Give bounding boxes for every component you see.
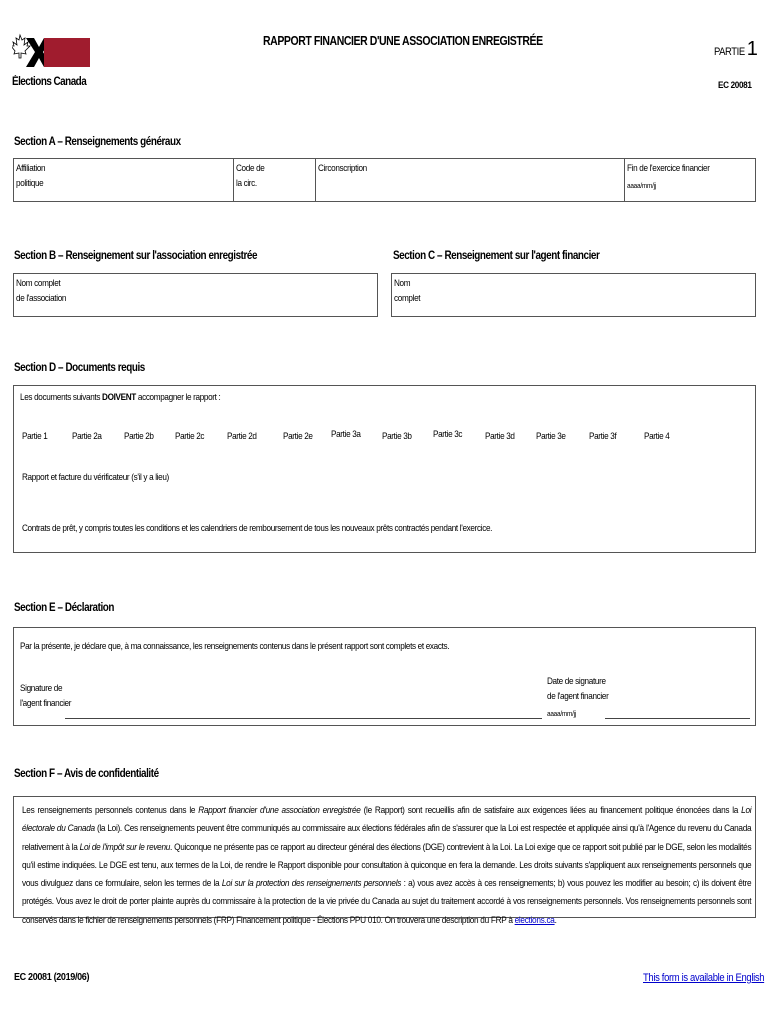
doc-part-3e[interactable]: Partie 3e bbox=[536, 431, 566, 442]
label-line: Nom bbox=[394, 278, 411, 289]
doc-part-3f[interactable]: Partie 3f bbox=[589, 431, 617, 442]
divider bbox=[233, 159, 234, 201]
elections-canada-logo bbox=[12, 33, 92, 87]
intro-suffix: accompagner le rapport : bbox=[137, 392, 221, 403]
text-run-italic: Rapport financier d'une association enregistrée bbox=[198, 805, 361, 816]
code-label: Code de bbox=[236, 163, 265, 174]
partie-label: PARTIE bbox=[714, 46, 745, 58]
doc-part-2a[interactable]: Partie 2a bbox=[72, 431, 102, 442]
logo-mark-icon bbox=[12, 33, 92, 73]
doc-part-2b[interactable]: Partie 2b bbox=[124, 431, 154, 442]
label-line: Nom complet bbox=[16, 278, 61, 289]
doc-part-3a[interactable]: Partie 3a bbox=[331, 429, 361, 440]
section-a-table bbox=[13, 158, 756, 202]
declaration-statement: Par la présente, je déclare que, à ma connaissance, les renseignements contenus dans le présent rapport sont complets et exacts. bbox=[20, 641, 450, 652]
divider bbox=[315, 159, 316, 201]
footer-form-code: EC 20081 (2019/06) bbox=[14, 971, 90, 983]
doc-part-3d[interactable]: Partie 3d bbox=[485, 431, 515, 442]
section-f-title: Section F – Avis de confidentialité bbox=[14, 768, 159, 780]
doc-part-1[interactable]: Partie 1 bbox=[22, 431, 48, 442]
association-name-label bbox=[16, 276, 66, 306]
doc-part-2d[interactable]: Partie 2d bbox=[227, 431, 257, 442]
label-line: Signature de bbox=[20, 683, 63, 694]
code-label-2: la circ. bbox=[236, 178, 257, 189]
affiliation-label-2: politique bbox=[16, 178, 44, 189]
doc-part-2e[interactable]: Partie 2e bbox=[283, 431, 313, 442]
partie-indicator bbox=[714, 38, 758, 61]
form-code: EC 20081 bbox=[718, 80, 752, 91]
elections-ca-link[interactable]: elections.ca bbox=[514, 914, 555, 926]
required-documents-box bbox=[13, 385, 756, 553]
affiliation-label: Affiliation bbox=[16, 163, 46, 174]
circonscription-label: Circonscription bbox=[318, 163, 367, 174]
affiliation-field[interactable] bbox=[16, 161, 197, 199]
logo-wordmark: Élections Canada bbox=[12, 76, 87, 88]
section-b-title: Section B – Renseignement sur l'association enregistrée bbox=[14, 250, 258, 262]
section-c-title: Section C – Renseignement sur l'agent financier bbox=[393, 250, 600, 262]
label-line: de l'agent financier bbox=[547, 691, 609, 702]
text-run: Les renseignements personnels contenus dans le bbox=[22, 805, 199, 816]
signature-label bbox=[20, 681, 71, 711]
date-signature-label bbox=[547, 674, 608, 704]
privacy-notice-box bbox=[13, 796, 756, 926]
privacy-notice-text bbox=[22, 802, 751, 930]
documents-intro bbox=[20, 390, 220, 405]
text-run-italic: Loi sur la protection des renseignements personnels bbox=[221, 878, 402, 890]
text-run: (la Loi). Ces renseignements peuvent être communiqués au commissaire aux élections fédérales afin de s'assurer que la Loi est respectée et appliquée ainsi qu'à l'Agence du revenu du Canada relativement à la bbox=[22, 823, 752, 853]
label-line: de l'association bbox=[16, 293, 67, 304]
text-run: . Quiconque ne présente pas ce rapport au directeur général des élections (DGE) contrevient à la Loi. La Loi exige que ce rapport soit publié par le DGE, selon les modalités qu'il estime indiquées. Le DGE est tenu, aux termes de la Loi, de rendre le Rapport disponible pour consultation à quiconque en fera la demande. Les droits suivants s'appliquent aux renseignements personnels que vous divulguez dans ce formulaire, selon les termes de la bbox=[22, 841, 752, 890]
loan-contracts-item[interactable]: Contrats de prêt, y compris toutes les conditions et les calendriers de remboursement de tous les nouveaux prêts contractés pendant l'exercice. bbox=[22, 523, 493, 534]
fin-exercice-label: Fin de l'exercice financier bbox=[627, 163, 710, 174]
doc-part-3c[interactable]: Partie 3c bbox=[433, 429, 463, 440]
text-run: (le Rapport) sont recueillis afin de satisfaire aux exigences liées au financement politique énoncées dans la bbox=[360, 805, 742, 816]
divider bbox=[624, 159, 625, 201]
section-a-title: Section A – Renseignements généraux bbox=[14, 136, 181, 148]
agent-name-label bbox=[394, 276, 420, 306]
declaration-box bbox=[13, 627, 756, 726]
doc-part-3b[interactable]: Partie 3b bbox=[382, 431, 412, 442]
text-run: . bbox=[554, 914, 557, 926]
text-run-italic: Loi électorale du Canada bbox=[22, 805, 752, 835]
text-run-italic: Loi de l'impôt sur le revenu bbox=[79, 841, 171, 853]
code-circ-field[interactable] bbox=[236, 161, 301, 199]
association-name-field[interactable] bbox=[13, 273, 378, 317]
section-d-title: Section D – Documents requis bbox=[14, 362, 145, 374]
auditor-report-item[interactable]: Rapport et facture du vérificateur (s'il y a lieu) bbox=[22, 472, 169, 483]
section-e-title: Section E – Déclaration bbox=[14, 602, 115, 614]
signature-line[interactable] bbox=[65, 718, 542, 719]
form-title: RAPPORT FINANCIER D'UNE ASSOCIATION ENREGISTRÉE bbox=[263, 34, 543, 48]
date-format-hint: aaaa/mm/jj bbox=[547, 709, 576, 718]
label-line: complet bbox=[394, 293, 421, 304]
label-line: Date de signature bbox=[547, 676, 606, 687]
doc-part-4[interactable]: Partie 4 bbox=[644, 431, 670, 442]
text-run: : a) vous avez accès à ces renseignements; b) vous pouvez les modifier au besoin; c) ils doivent être protégés. Vous avez le droit de porter plainte auprès du commissaire à la protection de la vie privée du Canada au sujet du traitement accordé à vos renseignements personnels. Vos renseignements personnels sont conservés dans le fichier de renseignements personnels (FRP) Financement politique - Élections PPU 010. On trouvera une description du FRP à bbox=[22, 878, 752, 926]
circonscription-field[interactable] bbox=[318, 161, 576, 199]
intro-prefix: Les documents suivants bbox=[20, 392, 101, 403]
english-version-link[interactable]: This form is available in English bbox=[643, 972, 765, 984]
date-format-hint: aaaa/mm/jj bbox=[627, 181, 656, 190]
partie-number: 1 bbox=[746, 38, 758, 60]
agent-name-field[interactable] bbox=[391, 273, 756, 317]
date-signature-line[interactable] bbox=[605, 718, 750, 719]
label-line: l'agent financier bbox=[20, 698, 72, 709]
doc-part-2c[interactable]: Partie 2c bbox=[175, 431, 205, 442]
intro-bold: DOIVENT bbox=[102, 392, 136, 403]
fin-exercice-field[interactable] bbox=[627, 161, 753, 199]
